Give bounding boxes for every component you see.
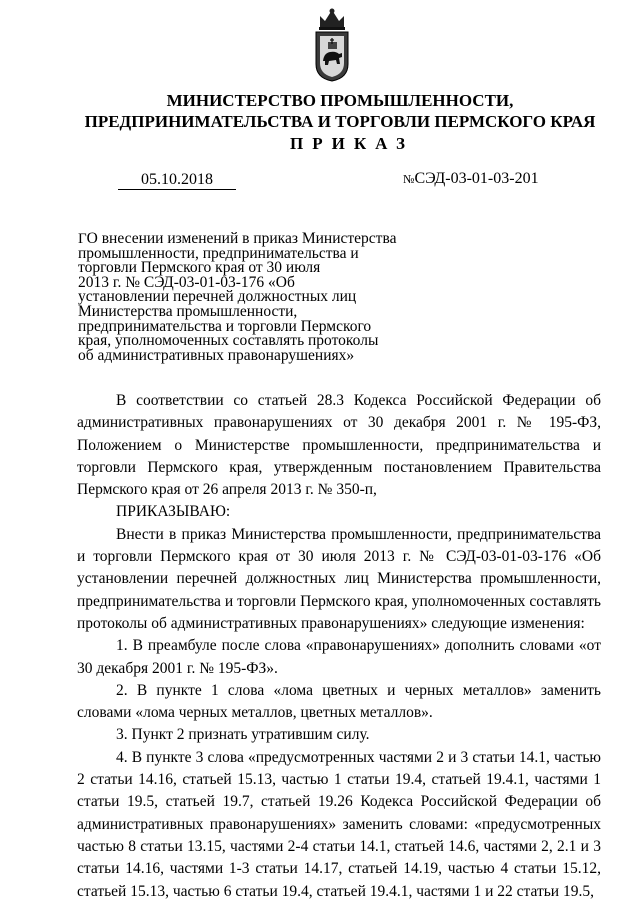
subject-line: края, уполномоченных составлять протоколы [78, 332, 379, 350]
corner-mark: Г [78, 231, 87, 247]
list-item: 2. В пункте 1 слова «лома цветных и черных металлов» заменить словами «лома черных металлов, цветных металлов». [77, 681, 601, 722]
ministry-name-line2: ПРЕДПРИНИМАТЕЛЬСТВА И ТОРГОВЛИ ПЕРМСКОГО КРАЯ [84, 112, 596, 131]
subject-line: об административных правонарушениях» [78, 346, 355, 364]
document-type-title: ПРИКАЗ [290, 134, 414, 153]
list-item: 4. В пункте 3 слова «предусмотренных частями 2 и 3 статьи 14.1, частью 2 статьи 14.16, статьей 15.13, частью 1 статьи 19.4, статьей 19.4.1, частями 1 статьи 19.5, статьей 19.7, статьей 19.26 Кодекса Российской Федерации об административных правонарушениях» заменить словами: «предусмотренных частью 8 статьи 13.15, частями 2-4 статьи 14.1, статьей 14.6, частями 2, 2.1 и 3 статьи 14.16, частями 1-3 статьи 14.17, статьей 14.19, частью 4 статьи 15.12, статьей 15.13, частью 6 статьи 19.4, статьей 19.4.1, частями 1 и 22 статьи 19.5, [77, 748, 601, 900]
document-subject [78, 232, 398, 363]
ministry-name [0, 90, 640, 132]
subject-line: промышленности, предпринимательства и [78, 244, 359, 262]
document-date: 05.10.2018 [118, 171, 236, 190]
number-sign: № [403, 172, 415, 186]
ministry-name-line1: МИНИСТЕРСТВО ПРОМЫШЛЕННОСТИ, [166, 91, 514, 110]
coat-of-arms-icon [312, 6, 352, 82]
subject-line: ГО внесении изменений в приказ Министерства [78, 230, 397, 247]
list-item: 1. В преамбуле после слова «правонарушениях» дополнить словами «от 30 декабря 2001 г. № 195-ФЗ». [77, 637, 601, 677]
order-word: ПРИКАЗЫВАЮ: [116, 503, 231, 521]
subject-line: Министерства промышленности, [78, 302, 298, 320]
preamble-paragraph: В соответствии со статьей 28.3 Кодекса Российской Федерации об административных правонарушениях от 30 декабря 2001 г. № 195-ФЗ, Положением о Министерстве промышленности, предпринимательства и торговли Пермского края, утвержденным постановлением Правительства Пермского края от 26 апреля 2013 г. № 350-п, [77, 392, 601, 499]
document-number [403, 170, 539, 188]
subject-line: торговли Пермского края от 30 июля [78, 259, 321, 277]
subject-line: предпринимательства и торговли Пермского [78, 317, 372, 335]
document-number-value: СЭД-03-01-03-201 [414, 170, 539, 187]
list-item: 3. Пункт 2 признать утратившим силу. [116, 726, 370, 744]
document-body [77, 390, 601, 903]
intro-paragraph: Внести в приказ Министерства промышленности, предпринимательства и торговли Пермского края от 30 июля 2013 г. № СЭД-03-01-03-176 «Об установлении перечней должностных лиц Министерства промышленности, предпринимательства и торговли Пермского края, уполномоченных составлять протоколы об административных правонарушениях» следующие изменения: [77, 525, 601, 632]
subject-line: установлении перечней должностных лиц [78, 288, 357, 306]
subject-line: 2013 г. № СЭД-03-01-03-176 «Об [78, 273, 295, 291]
